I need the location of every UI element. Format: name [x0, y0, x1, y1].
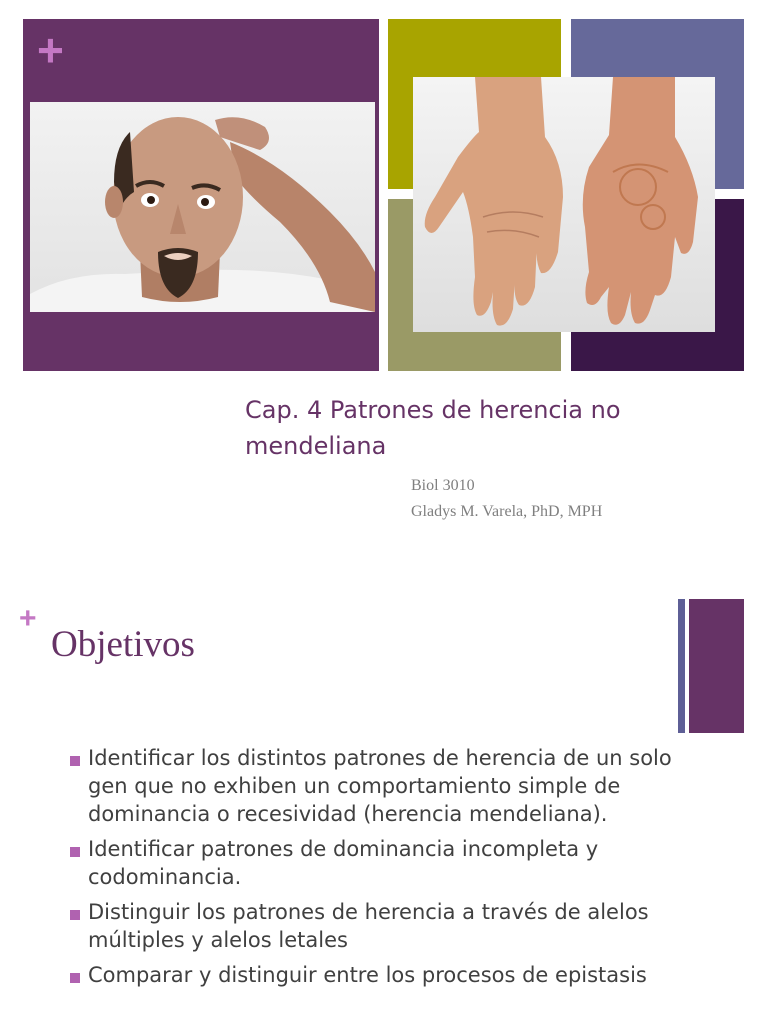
- course-code: Biol 3010: [411, 477, 475, 494]
- subtitle: [411, 473, 602, 525]
- purple-tile: [23, 19, 379, 371]
- plus-icon: +: [37, 24, 64, 76]
- plus-icon: +: [19, 602, 37, 635]
- objectives-slide: [0, 560, 768, 1024]
- objectives-list: [70, 744, 710, 996]
- hands-palms-photo: [413, 77, 715, 332]
- bullet-square-icon: [70, 847, 80, 857]
- accent-bar-thick: [689, 599, 744, 733]
- bullet-square-icon: [70, 973, 80, 983]
- author: Gladys M. Varela, PhD, MPH: [411, 503, 603, 520]
- bullet-square-icon: [70, 756, 80, 766]
- color-tile-mosaic: [23, 19, 744, 371]
- slide-title: Cap. 4 Patrones de herencia no mendeliana: [245, 396, 621, 460]
- man-scratching-head-photo: [30, 102, 375, 312]
- slide-heading: Objetivos: [51, 624, 195, 665]
- accent-bar-thin: [678, 599, 685, 733]
- list-item: Identificar los distintos patrones de herencia de un solo gen que no exhiben un comportamiento simple de dominancia o recesividad (herencia mendeliana).: [70, 744, 710, 828]
- list-item: Comparar y distinguir entre los procesos de epistasis: [70, 961, 710, 989]
- bullet-square-icon: [70, 910, 80, 920]
- list-item: Distinguir los patrones de herencia a través de alelos múltiples y alelos letales: [70, 898, 710, 954]
- list-item: Identificar patrones de dominancia incompleta y codominancia.: [70, 835, 710, 891]
